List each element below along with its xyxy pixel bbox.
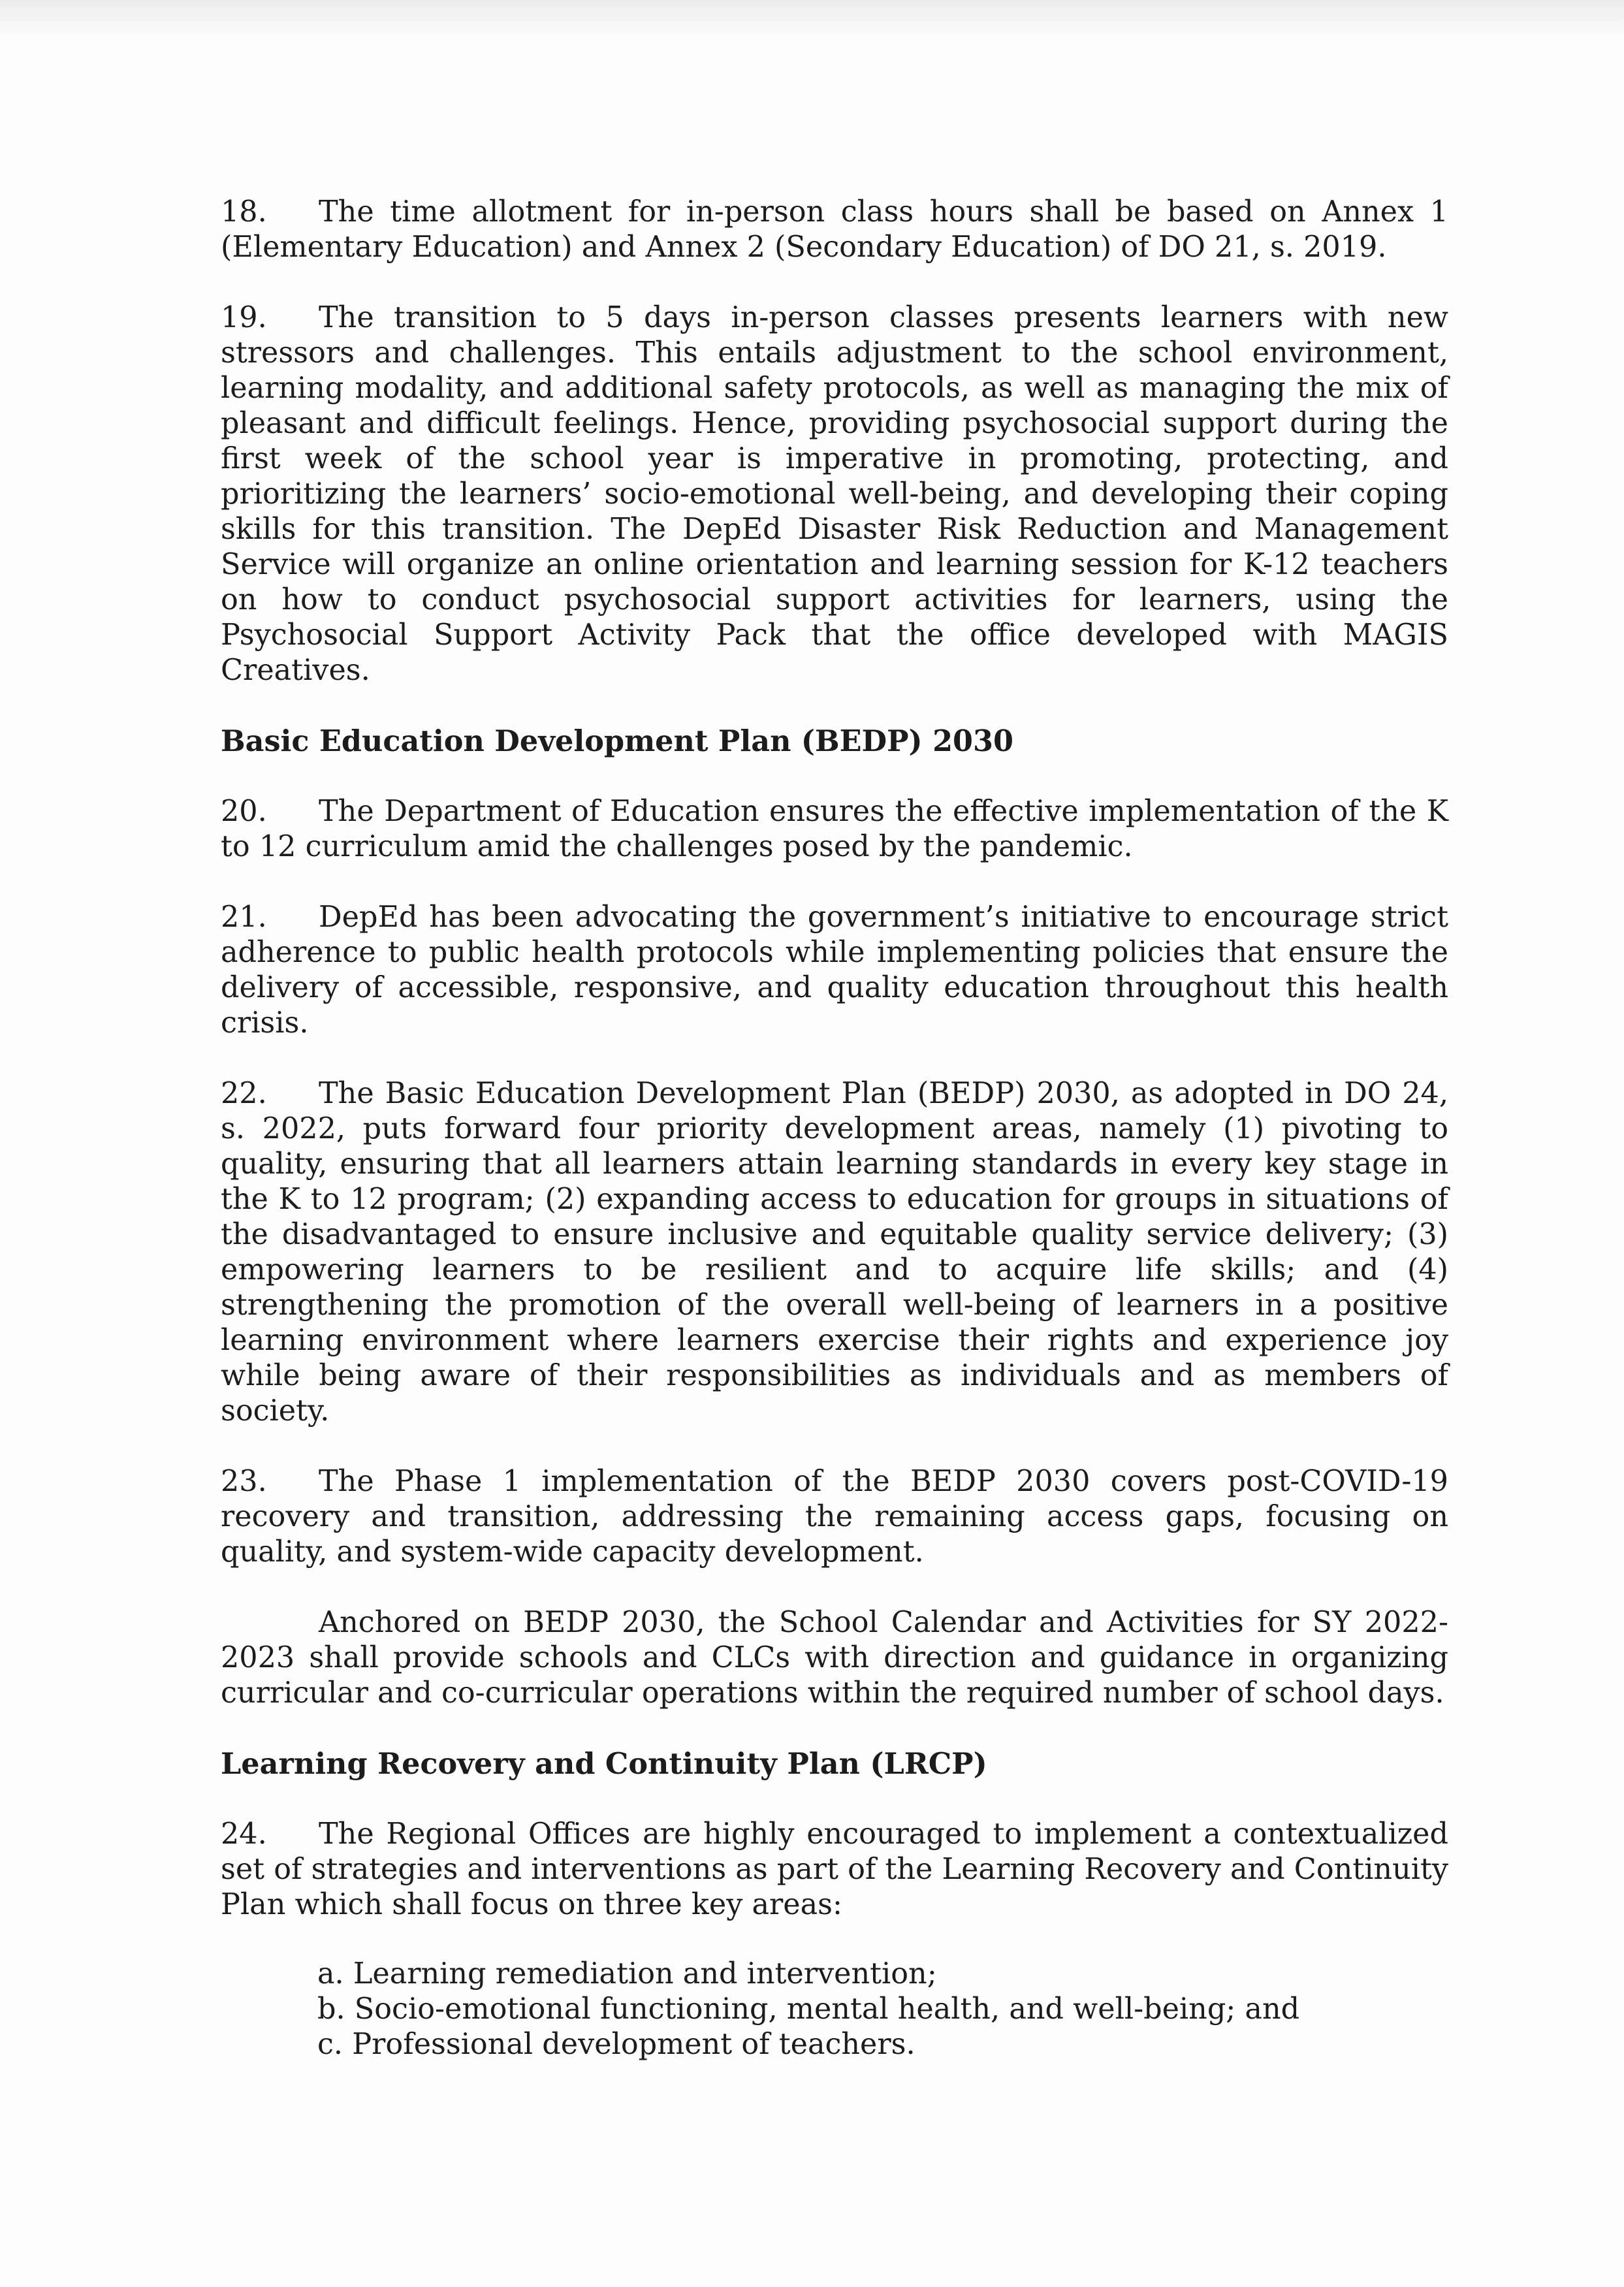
list-item: c. Professional development of teachers. <box>317 2028 915 2061</box>
paragraph-number: 22. <box>221 1077 267 1110</box>
paragraph-18 <box>221 195 1448 265</box>
section-heading-bedp: Basic Education Development Plan (BEDP) 2030 <box>221 724 1013 758</box>
section-heading-lrcp: Learning Recovery and Continuity Plan (LRCP) <box>221 1747 987 1781</box>
paragraph-23-continuation: Anchored on BEDP 2030, the School Calendar and Activities for SY 2022-2023 shall provide schools and CLCs with direction and guidance in organizing curricular and co-curricular operations within the required number of school days. <box>221 1606 1448 1710</box>
paragraph-number: 19. <box>221 301 267 334</box>
paragraph-text: DepEd has been advocating the government’s initiative to encourage strict adherence to public health protocols while implementing policies that ensure the delivery of accessible, responsive, and quality education throughout this health crisis. <box>221 901 1448 1040</box>
paragraph-number: 21. <box>221 901 267 934</box>
paragraph-23 <box>221 1464 1448 1570</box>
paragraph-21 <box>221 900 1448 1041</box>
paragraph-number: 18. <box>221 195 267 229</box>
paragraph-text: The Phase 1 implementation of the BEDP 2030 covers post-COVID-19 recovery and transition, addressing the remaining access gaps, focusing on quality, and system-wide capacity development. <box>221 1465 1448 1569</box>
list-item: b. Socio-emotional functioning, mental health, and well-being; and <box>317 1992 1300 2026</box>
paragraph-number: 20. <box>221 795 267 828</box>
list-item: a. Learning remediation and intervention; <box>317 1957 937 1991</box>
paragraph-19 <box>221 300 1448 688</box>
paragraph-20 <box>221 794 1448 865</box>
paragraph-text: The Department of Education ensures the effective implementation of the K to 12 curriculum amid the challenges posed by the pandemic. <box>221 795 1448 863</box>
paragraph-number: 23. <box>221 1465 267 1498</box>
paragraph-24 <box>221 1817 1448 1923</box>
key-areas-list <box>317 1957 1448 2062</box>
paragraph-number: 24. <box>221 1817 267 1851</box>
paragraph-text: The transition to 5 days in-person classes presents learners with new stressors and challenges. This entails adjustment to the school environment, learning modality, and additional safety protocols, as well as managing the mix of pleasant and difficult feelings. Hence, providing psychosocial support during the first week of the school year is imperative in promoting, protecting, and prioritizing the learners’ socio-emotional well-being, and developing their coping skills for this transition. The DepEd Disaster Risk Reduction and Management Service will organize an online orientation and learning session for K-12 teachers on how to conduct psychosocial support activities for learners, using the Psychosocial Support Activity Pack that the office developed with MAGIS Creatives. <box>221 301 1448 687</box>
paragraph-text: The Basic Education Development Plan (BEDP) 2030, as adopted in DO 24, s. 2022, puts forward four priority development areas, namely (1) pivoting to quality, ensuring that all learners attain learning standards in every key stage in the K to 12 program; (2) expanding access to education for groups in situations of the disadvantaged to ensure inclusive and equitable quality service delivery; (3) empowering learners to be resilient and to acquire life skills; and (4) strengthening the promotion of the overall well-being of learners in a positive learning environment where learners exercise their rights and experience joy while being aware of their responsibilities as individuals and as members of society. <box>221 1077 1448 1428</box>
document-body <box>221 195 1448 2062</box>
paragraph-text: The time allotment for in-person class hours shall be based on Annex 1 (Elementary Education) and Annex 2 (Secondary Education) of DO 21, s. 2019. <box>221 195 1448 264</box>
paragraph-text: The Regional Offices are highly encouraged to implement a contextualized set of strategies and interventions as part of the Learning Recovery and Continuity Plan which shall focus on three key areas: <box>221 1817 1448 1921</box>
paragraph-22 <box>221 1076 1448 1429</box>
scan-top-shadow <box>0 0 1624 39</box>
